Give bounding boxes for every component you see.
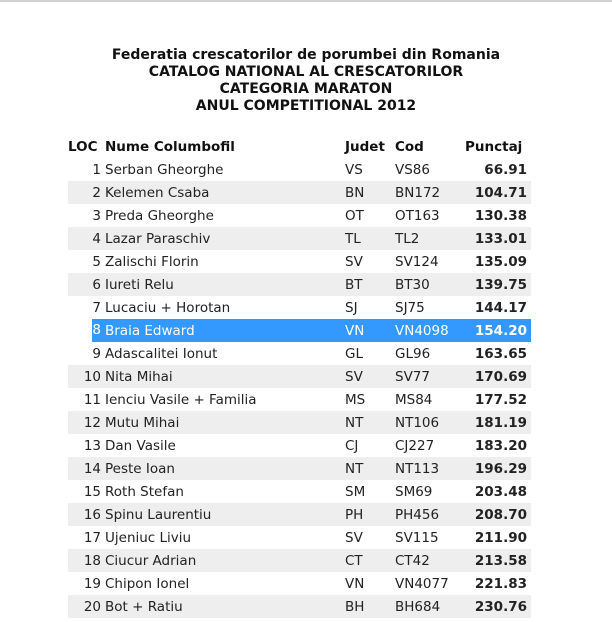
cell-judet: VS (345, 158, 395, 181)
cell-punctaj: 104.71 (461, 181, 531, 204)
cell-judet: BN (345, 181, 395, 204)
cell-name: Braia Edward (105, 319, 345, 342)
cell-loc: 7 (68, 296, 105, 319)
cell-punctaj: 208.70 (461, 503, 531, 526)
cell-cod: SM69 (395, 480, 461, 503)
cell-loc: 16 (68, 503, 105, 526)
cell-judet: NT (345, 457, 395, 480)
table-header-row (68, 135, 531, 158)
cell-name: Roth Stefan (105, 480, 345, 503)
table-row[interactable] (68, 181, 531, 204)
cell-punctaj: 196.29 (461, 457, 531, 480)
cell-loc: 5 (68, 250, 105, 273)
cell-judet: OT (345, 204, 395, 227)
table-row[interactable] (68, 342, 531, 365)
cell-cod: VS86 (395, 158, 461, 181)
cell-name: Preda Gheorghe (105, 204, 345, 227)
cell-loc: 18 (68, 549, 105, 572)
cell-cod: SV115 (395, 526, 461, 549)
table-row[interactable] (68, 273, 531, 296)
cell-loc: 20 (68, 595, 105, 618)
table-row[interactable] (68, 388, 531, 411)
cell-loc: 4 (68, 227, 105, 250)
header-line-category: CATEGORIA MARATON (219, 81, 393, 97)
cell-cod: BT30 (395, 273, 461, 296)
cell-loc (68, 319, 105, 342)
table-row[interactable] (68, 595, 531, 618)
cell-loc: 13 (68, 434, 105, 457)
header-line-federation: Federatia crescatorilor de porumbei din Romania (111, 47, 501, 63)
cell-cod: CJ227 (395, 434, 461, 457)
cell-punctaj: 139.75 (461, 273, 531, 296)
cell-judet: MS (345, 388, 395, 411)
table-row[interactable] (68, 572, 531, 595)
table-row[interactable] (68, 296, 531, 319)
table-row[interactable] (68, 158, 531, 181)
cell-judet: PH (345, 503, 395, 526)
cell-judet: GL (345, 342, 395, 365)
cell-name: Lazar Paraschiv (105, 227, 345, 250)
table-row[interactable] (68, 365, 531, 388)
cell-punctaj: 163.65 (461, 342, 531, 365)
cell-name: Ciucur Adrian (105, 549, 345, 572)
table-row[interactable] (68, 434, 531, 457)
top-border (0, 0, 612, 2)
cell-judet: CT (345, 549, 395, 572)
cell-cod: OT163 (395, 204, 461, 227)
cell-name: Kelemen Csaba (105, 181, 345, 204)
table-row[interactable] (68, 549, 531, 572)
cell-punctaj: 221.83 (461, 572, 531, 595)
table-row[interactable] (68, 503, 531, 526)
cell-judet: CJ (345, 434, 395, 457)
table-row[interactable] (68, 227, 531, 250)
cell-loc: 19 (68, 572, 105, 595)
cell-name: Ienciu Vasile + Familia (105, 388, 345, 411)
cell-name: Chipon Ionel (105, 572, 345, 595)
cell-punctaj: 154.20 (461, 319, 531, 342)
cell-judet: SV (345, 250, 395, 273)
cell-punctaj: 211.90 (461, 526, 531, 549)
cell-cod: SJ75 (395, 296, 461, 319)
cell-judet: SV (345, 526, 395, 549)
column-header-cod: Cod (395, 138, 424, 155)
cell-loc: 9 (68, 342, 105, 365)
cell-loc: 12 (68, 411, 105, 434)
cell-punctaj: 66.91 (461, 158, 531, 181)
cell-name: Dan Vasile (105, 434, 345, 457)
table-row[interactable] (68, 526, 531, 549)
cell-name: Zalischi Florin (105, 250, 345, 273)
cell-name: Mutu Mihai (105, 411, 345, 434)
cell-cod: VN4077 (395, 572, 461, 595)
table-row[interactable] (68, 457, 531, 480)
cell-judet: BH (345, 595, 395, 618)
cell-name: Bot + Ratiu (105, 595, 345, 618)
cell-cod: BH684 (395, 595, 461, 618)
cell-punctaj: 183.20 (461, 434, 531, 457)
cell-punctaj: 144.17 (461, 296, 531, 319)
cell-judet: VN (345, 572, 395, 595)
cell-cod: PH456 (395, 503, 461, 526)
selected-loc-number: 8 (92, 319, 105, 342)
cell-loc: 3 (68, 204, 105, 227)
cell-punctaj: 130.38 (461, 204, 531, 227)
document-header (0, 47, 612, 115)
ranking-table (68, 135, 531, 618)
cell-punctaj: 181.19 (461, 411, 531, 434)
table-row[interactable] (68, 480, 531, 503)
header-line-year: ANUL COMPETITIONAL 2012 (195, 98, 417, 114)
table-row[interactable] (68, 250, 531, 273)
cell-punctaj: 203.48 (461, 480, 531, 503)
cell-loc: 14 (68, 457, 105, 480)
cell-name: Nita Mihai (105, 365, 345, 388)
cell-loc: 2 (68, 181, 105, 204)
cell-name: Serban Gheorghe (105, 158, 345, 181)
table-body (68, 158, 531, 618)
cell-cod: CT42 (395, 549, 461, 572)
cell-cod: SV77 (395, 365, 461, 388)
cell-cod: SV124 (395, 250, 461, 273)
cell-punctaj: 133.01 (461, 227, 531, 250)
cell-cod: NT113 (395, 457, 461, 480)
cell-cod: VN4098 (395, 319, 461, 342)
cell-judet: SV (345, 365, 395, 388)
cell-name: Iureti Relu (105, 273, 345, 296)
cell-cod: BN172 (395, 181, 461, 204)
cell-cod: TL2 (395, 227, 461, 250)
cell-judet: SJ (345, 296, 395, 319)
column-header-name: Nume Columbofil (105, 138, 235, 155)
cell-judet: TL (345, 227, 395, 250)
cell-judet: BT (345, 273, 395, 296)
cell-judet: NT (345, 411, 395, 434)
header-line-catalog: CATALOG NATIONAL AL CRESCATORILOR (148, 64, 464, 80)
cell-loc: 6 (68, 273, 105, 296)
column-header-punctaj: Punctaj (465, 138, 523, 155)
cell-name: Spinu Laurentiu (105, 503, 345, 526)
cell-loc: 11 (68, 388, 105, 411)
cell-loc: 15 (68, 480, 105, 503)
cell-punctaj: 135.09 (461, 250, 531, 273)
cell-loc: 1 (68, 158, 105, 181)
cell-loc: 17 (68, 526, 105, 549)
cell-cod: NT106 (395, 411, 461, 434)
cell-name: Adascalitei Ionut (105, 342, 345, 365)
table-row[interactable] (68, 411, 531, 434)
cell-judet: SM (345, 480, 395, 503)
cell-name: Lucaciu + Horotan (105, 296, 345, 319)
column-header-judet: Judet (345, 138, 385, 155)
cell-punctaj: 170.69 (461, 365, 531, 388)
cell-name: Peste Ioan (105, 457, 345, 480)
cell-cod: MS84 (395, 388, 461, 411)
cell-cod: GL96 (395, 342, 461, 365)
cell-judet: VN (345, 319, 395, 342)
cell-punctaj: 177.52 (461, 388, 531, 411)
cell-name: Ujeniuc Liviu (105, 526, 345, 549)
table-row[interactable] (68, 204, 531, 227)
cell-punctaj: 213.58 (461, 549, 531, 572)
cell-loc: 10 (68, 365, 105, 388)
cell-punctaj: 230.76 (461, 595, 531, 618)
column-header-loc: LOC (68, 138, 98, 155)
table-row[interactable] (68, 319, 531, 342)
